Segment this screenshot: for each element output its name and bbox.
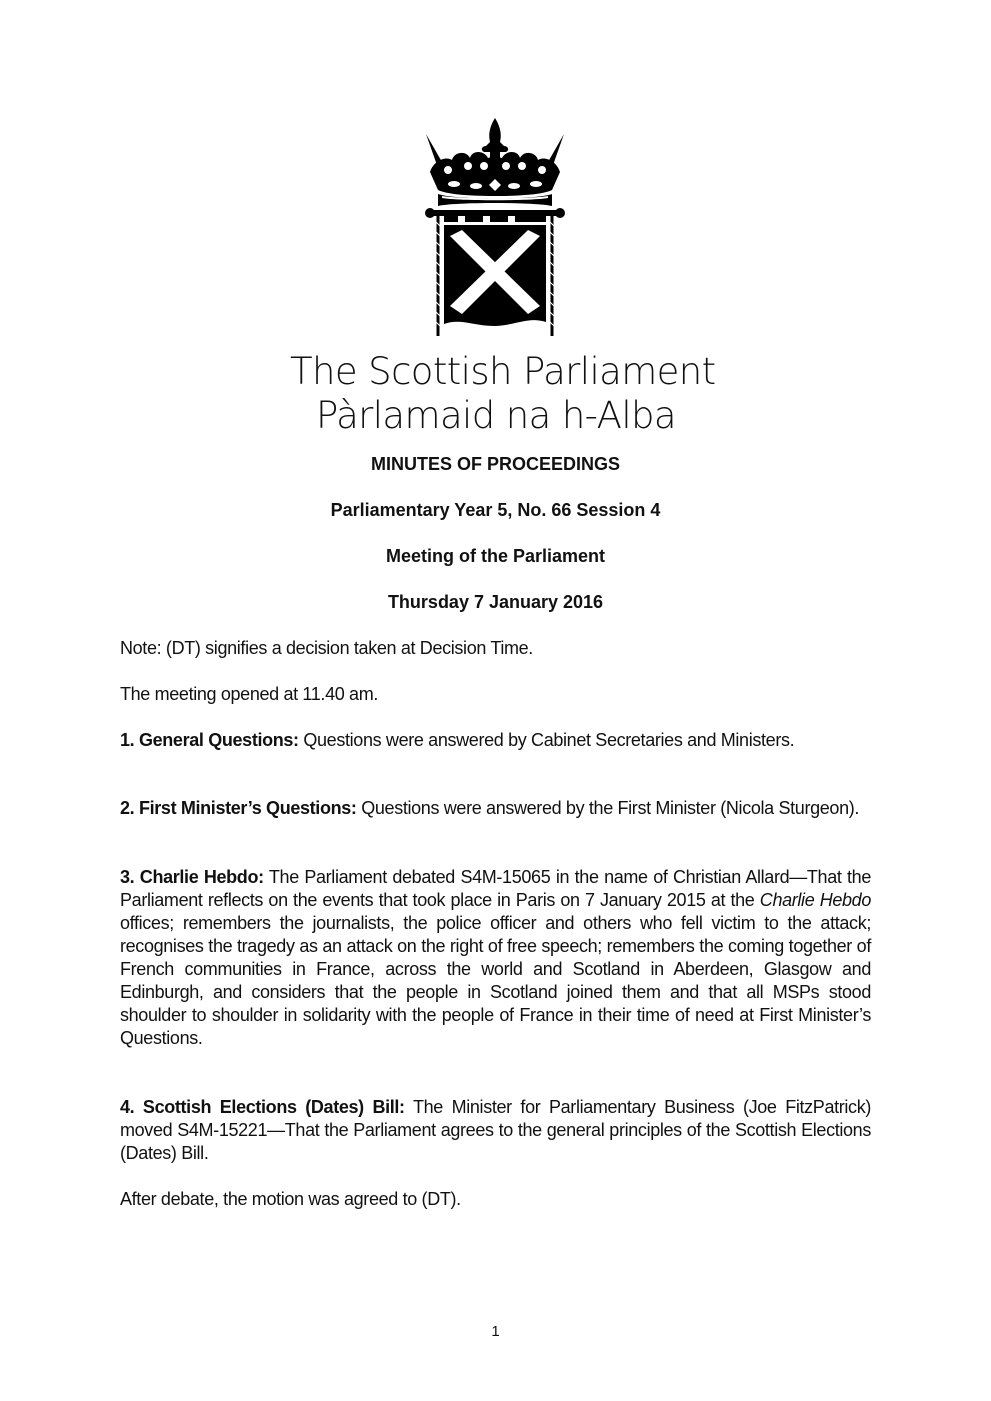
year-session-line: Parliamentary Year 5, No. 66 Session 4	[330, 500, 661, 520]
opening-time: The meeting opened at 11.40 am.	[120, 684, 378, 704]
parliament-wordmark	[290, 350, 716, 438]
document-heading: MINUTES OF PROCEEDINGS	[370, 454, 621, 474]
agenda-item-4	[120, 1096, 871, 1165]
agenda-item-3-text-part2: offices; remembers the journalists, the police officer and others who fell victim to the attack; recognises the tragedy as an attack on the right of free speech; remembers the coming together of French communities in France, across the world and Scotland in Aberdeen, Glasgow and Edinburgh, and considers that the people in Scotland joined them and that all MSPs stood shoulder to shoulder in solidarity with the people of France in their time of need at First Minister’s Questions.	[120, 913, 871, 1048]
wordmark-gaelic: Pàrlamaid na h-Alba	[316, 394, 676, 437]
agenda-item-4-heading: 4. Scottish Elections (Dates) Bill:	[120, 1097, 405, 1117]
wordmark-english: The Scottish Parliament	[290, 350, 716, 393]
scottish-parliament-crest-icon	[424, 116, 566, 340]
agenda-item-1-text: Questions were answered by Cabinet Secretaries and Ministers.	[303, 730, 795, 750]
agenda-item-2-heading: 2. First Minister’s Questions:	[120, 798, 357, 818]
meeting-title: Meeting of the Parliament	[385, 546, 606, 566]
page-number: 1	[491, 1323, 500, 1340]
agenda-item-1-heading: 1. General Questions:	[120, 730, 299, 750]
agenda-item-3-text-part1: The Parliament debated S4M-15065 in the name of Christian Allard—That the Parliament reflects on the events that took place in Paris on 7 January 2015 at the	[120, 867, 871, 910]
meeting-date: Thursday 7 January 2016	[387, 592, 604, 612]
agenda-item-3-italic-title: Charlie Hebdo	[759, 890, 871, 910]
agenda-item-1	[120, 729, 871, 752]
agenda-item-2-text: Questions were answered by the First Minister (Nicola Sturgeon).	[361, 798, 860, 818]
agenda-item-3-heading: 3. Charlie Hebdo:	[120, 867, 264, 887]
agenda-item-2	[120, 797, 871, 820]
agenda-item-3	[120, 866, 871, 1050]
motion-outcome: After debate, the motion was agreed to (DT).	[120, 1189, 461, 1209]
decision-time-note: Note: (DT) signifies a decision taken at Decision Time.	[120, 638, 533, 658]
agenda-item-4-text: The Minister for Parliamentary Business (Joe FitzPatrick) moved S4M-15221—That the Parliament agrees to the general principles of the Scottish Elections (Dates) Bill.	[120, 1097, 872, 1163]
